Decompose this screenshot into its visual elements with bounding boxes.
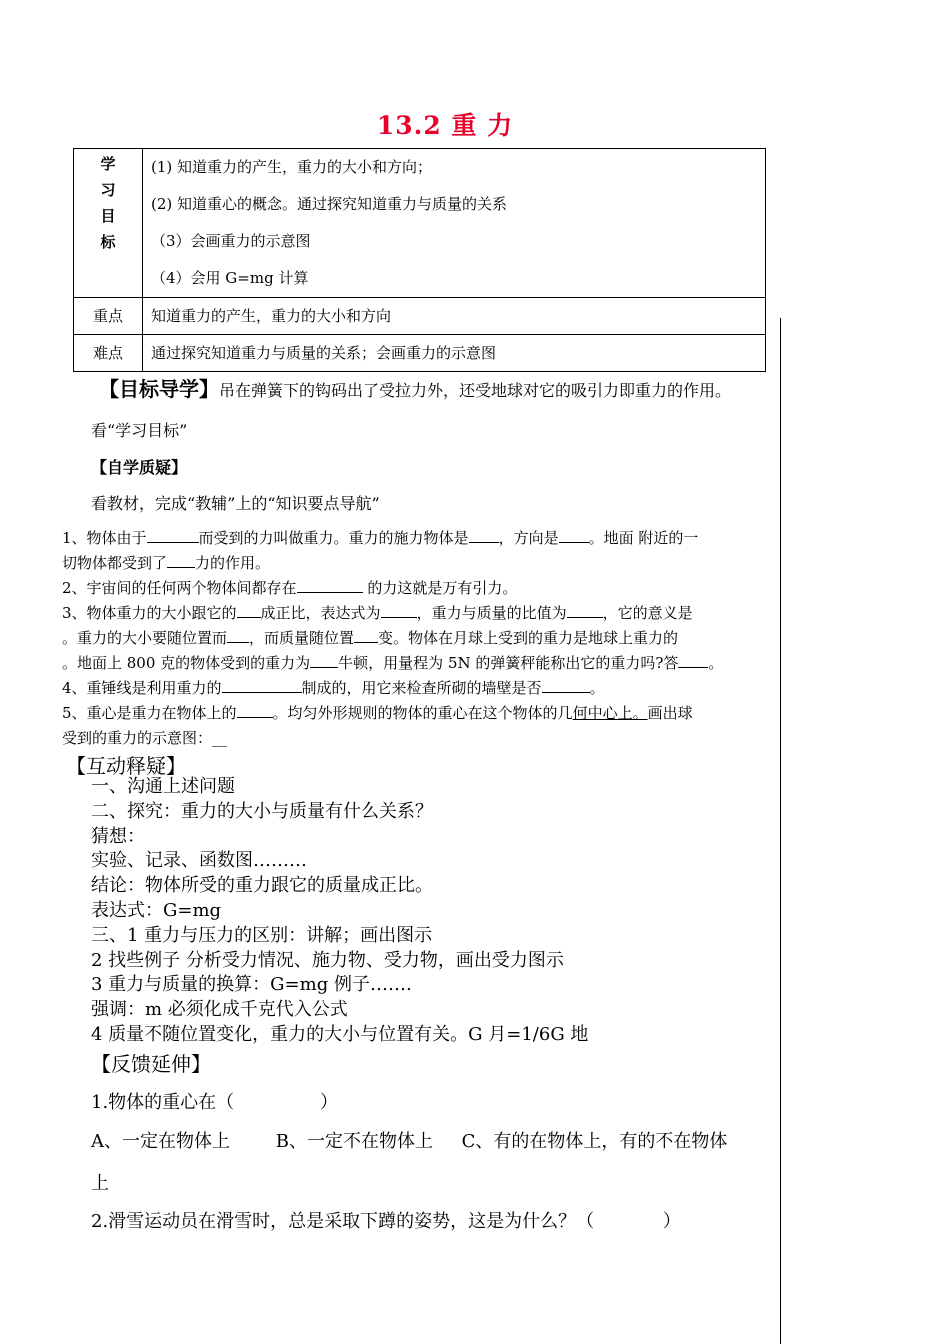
self-study-sub: 看教材，完成“教辅”上的“知识要点导航” xyxy=(91,494,380,513)
blank xyxy=(559,527,589,543)
question-1-line-2: 切物体都受到了 力的作用。 xyxy=(62,554,271,572)
page-title: 13.2 重 力 xyxy=(376,111,514,140)
blank xyxy=(227,627,249,643)
blank xyxy=(222,677,302,693)
interact-line: 三、1 重力与压力的区别：讲解；画出图示 xyxy=(91,924,433,946)
feedback-heading: 【反馈延伸】 xyxy=(91,1052,211,1076)
feedback-question-1: 1.物体的重心在（ ） xyxy=(91,1092,338,1113)
key-label-cell xyxy=(74,298,143,335)
self-study-heading: 【自学质疑】 xyxy=(91,458,188,477)
key-row xyxy=(74,298,766,335)
blank xyxy=(678,652,708,668)
blank xyxy=(567,602,603,618)
key-cell xyxy=(143,298,766,335)
objectives-table xyxy=(73,148,766,372)
question-1-line-1: 1、物体由于 而受到的力叫做重力。重力的施力物体是 ，方向是 。地面 附近的一 xyxy=(62,529,699,547)
interact-line: 猜想： xyxy=(91,825,145,847)
interact-line: 3 重力与质量的换算：G=mg 例子……. xyxy=(91,974,412,996)
blank xyxy=(167,552,195,568)
objective-3: （3）会画重力的示意图 xyxy=(151,232,311,250)
interact-line: 强调：m 必须化成千克代入公式 xyxy=(91,999,348,1021)
hard-label: 难点 xyxy=(92,344,123,362)
hard-text: 通过探究知道重力与质量的关系；会画重力的示意图 xyxy=(151,344,497,362)
interact-line: 二、探究：重力的大小与质量有什么关系？ xyxy=(91,800,433,822)
feedback-question-1-options: A、一定在物体上 B、一定不在物体上 C、有的在物体上，有的不在物体 xyxy=(91,1131,728,1152)
blank xyxy=(381,602,417,618)
blank xyxy=(237,702,273,718)
objectives-row xyxy=(74,149,766,298)
objectives-label: 学 习 目 标 xyxy=(100,155,116,251)
blank xyxy=(310,652,338,668)
interact-line: 4 质量不随位置变化，重力的大小与位置有关。G 月=1/6G 地 xyxy=(91,1023,589,1045)
question-3-line-1: 3、物体重力的大小跟它的 成正比，表达式为 ，重力与质量的比值为 ，它的意义是 xyxy=(62,604,693,622)
interact-lines xyxy=(91,775,588,1048)
guide-text: 吊在弹簧下的钩码出了受拉力外，还受地球对它的吸引力即重力的作用。 xyxy=(219,381,732,400)
interact-heading: 【互动释疑】 xyxy=(66,754,186,778)
blank xyxy=(147,527,199,543)
question-4: 4、重锤线是利用重力的 制成的，用它来检查所砌的墙壁是否 。 xyxy=(62,679,605,697)
interact-line: 表达式：G=mg xyxy=(91,899,222,921)
key-label: 重点 xyxy=(92,307,123,325)
objectives-cell xyxy=(143,149,766,298)
key-text: 知道重力的产生，重力的大小和方向 xyxy=(151,307,392,325)
hard-row xyxy=(74,335,766,372)
guide-sub: 看“学习目标” xyxy=(91,421,188,440)
interact-line: 一、沟通上述问题 xyxy=(91,776,235,797)
hard-label-cell xyxy=(74,335,143,372)
question-5-line-1: 5、重心是重力在物体上的 。均匀外形规则的物体的重心在这个物体的几何中心上。画出球 xyxy=(62,704,693,722)
question-2: 2、宇宙间的任何两个物体间都存在 的力这就是万有引力。 xyxy=(62,579,518,597)
feedback-question-1-wrap: 上 xyxy=(91,1173,109,1194)
guide-heading: 【目标导学】 xyxy=(99,377,219,401)
blank xyxy=(354,627,378,643)
interact-line: 结论：物体所受的重力跟它的质量成正比。 xyxy=(91,875,433,897)
blank xyxy=(237,602,261,618)
blank xyxy=(542,677,590,693)
question-3-line-3: 。地面上 800 克的物体受到的重力为 牛顿，用量程为 5N 的弹簧秤能称出它的重力吗?答 。 xyxy=(62,654,724,672)
question-5-line-2: 受到的重力的示意图：__ xyxy=(62,729,228,747)
objective-2: (2) 知道重心的概念。通过探究知道重力与质量的关系 xyxy=(151,195,508,213)
objectives-label-cell xyxy=(74,149,143,298)
hard-cell xyxy=(143,335,766,372)
margin-line xyxy=(780,318,781,1344)
feedback-question-2: 2.滑雪运动员在滑雪时，总是采取下蹲的姿势，这是为什么？（ ） xyxy=(91,1211,681,1232)
guide-section xyxy=(99,373,731,402)
objective-1: (1) 知道重力的产生，重力的大小和方向； xyxy=(151,158,433,176)
objective-4: （4）会用 G=mg 计算 xyxy=(151,269,309,287)
question-3-line-2: 。重力的大小要随位置而 ，而质量随位置 变。物体在月球上受到的重力是地球上重力的 xyxy=(62,629,679,647)
blank xyxy=(297,577,363,593)
interact-line: 2 找些例子 分析受力情况、施力物、受力物，画出受力图示 xyxy=(91,949,564,971)
blank xyxy=(469,527,499,543)
interact-line: 实验、记录、函数图……… xyxy=(91,850,307,872)
